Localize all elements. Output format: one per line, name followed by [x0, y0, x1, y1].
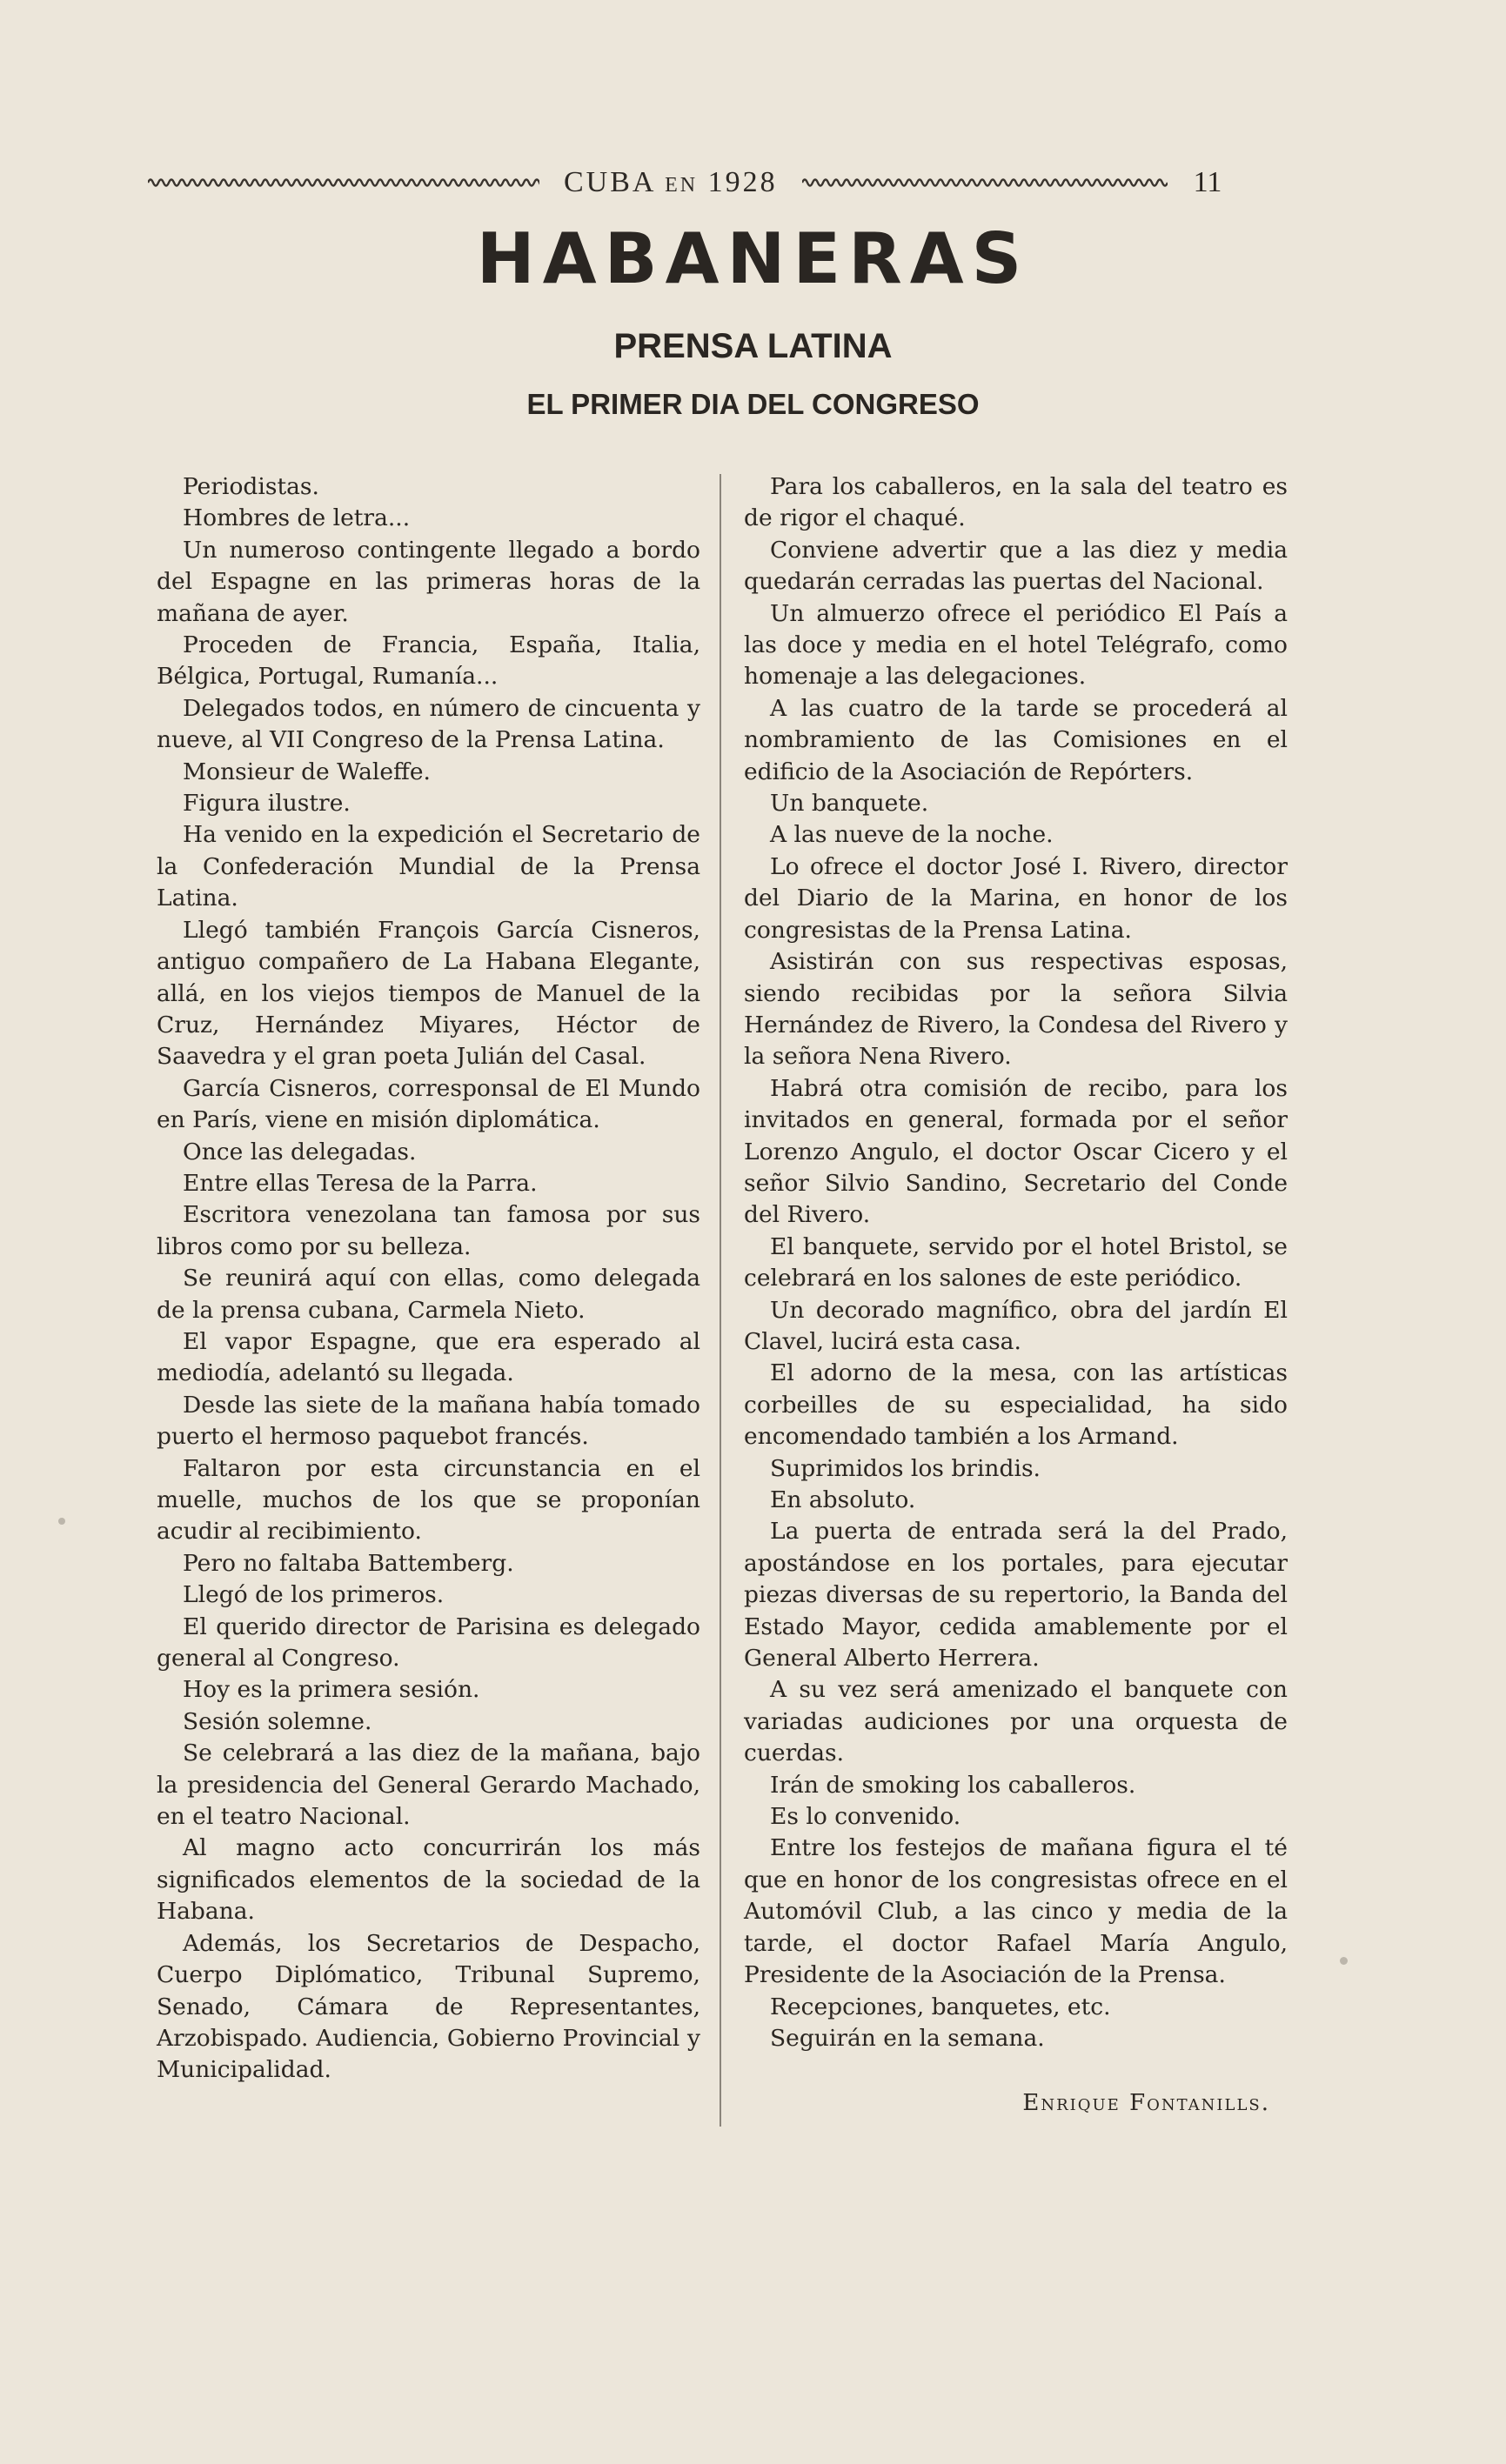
article-paragraph: Además, los Secretarios de Despacho, Cuerpo Diplómatico, Tribunal Supremo, Senado, Cámara de Representantes, Arzobispado. Audiencia, Gobierno Provincial y Municipalidad.: [157, 1929, 700, 2084]
section-subtitle: PRENSA LATINA: [613, 327, 893, 365]
article-paragraph: Irán de smoking los caballeros.: [770, 1771, 1136, 1799]
article-paragraph: Delegados todos, en número de cincuenta y nueve, al VII Congreso de la Prensa Latina.: [157, 694, 700, 754]
article-paragraph: Se reunirá aquí con ellas, como delegada de la prensa cubana, Carmela Nieto.: [157, 1265, 700, 1324]
article-paragraph: El adorno de la mesa, con las artísticas corbeilles de su especialidad, ha sido encomendado también a los Armand.: [744, 1359, 1288, 1451]
page-title: HABANERAS: [476, 218, 1030, 299]
article-paragraph: Once las delegadas.: [183, 1138, 417, 1165]
article-paragraph: Llegó también François García Cisneros, antiguo compañero de La Habana Elegante, allá, en los viejos tiempos de Manuel de la Cruz, Hernández Miyares, Héctor de Saavedra y el gran poeta Julián del Casal.: [157, 916, 700, 1071]
left-column: [157, 471, 700, 2087]
article-paragraph: Entre ellas Teresa de la Parra.: [183, 1169, 538, 1197]
ornament-squiggle-left: [148, 177, 539, 189]
author-signature: Enrique Fontanills.: [1022, 2090, 1270, 2117]
article-paragraph: Desde las siete de la mañana había tomado puerto el hermoso paquebot francés.: [157, 1391, 700, 1451]
article-paragraph: Conviene advertir que a las diez y media quedarán cerradas las puertas del Nacional.: [744, 536, 1288, 596]
page-number: 11: [1193, 166, 1222, 198]
article-paragraph: Asistirán con sus respectivas esposas, siendo recibidas por la señora Silvia Hernández de Rivero, la Condesa del Rivero y la señora Nena Rivero.: [744, 948, 1288, 1071]
article-paragraph: Llegó de los primeros.: [183, 1581, 445, 1609]
article-paragraph: Sesión solemne.: [183, 1707, 372, 1735]
article-paragraph: Hombres de letra...: [183, 504, 411, 532]
article-paragraph: Proceden de Francia, España, Italia, Bélgica, Portugal, Rumanía...: [157, 631, 700, 691]
article-paragraph: Un almuerzo ofrece el periódico El País a las doce y media en el hotel Telégrafo, como homenaje a las delegaciones.: [744, 599, 1288, 691]
article-paragraph: Seguirán en la semana.: [770, 2024, 1045, 2052]
article-paragraph: Un numeroso contingente llegado a bordo del Espagne en las primeras horas de la mañana de ayer.: [157, 536, 700, 627]
article-paragraph: Entre los festejos de mañana figura el té que en honor de los congresistas ofrece en el Automóvil Club, a las cinco y media de la tarde, el doctor Rafael María Angulo, Presidente de la Asociación de la Prensa.: [744, 1834, 1288, 1989]
article-paragraph: Pero no faltaba Battemberg.: [183, 1549, 514, 1577]
article-paragraph: Habrá otra comisión de recibo, para los invitados en general, formada por el señor Lorenzo Angulo, el doctor Oscar Cicero y el señor Silvio Sandino, Secretario del Conde del Rivero.: [744, 1074, 1288, 1229]
article-paragraph: El vapor Espagne, que era esperado al mediodía, adelantó su llegada.: [157, 1327, 700, 1387]
article-paragraph: Un banquete.: [770, 790, 929, 818]
ornament-squiggle-right: [802, 177, 1168, 189]
article-paragraph: Hoy es la primera sesión.: [183, 1676, 480, 1704]
article-paragraph: García Cisneros, corresponsal de El Mundo en París, viene en misión diplomática.: [157, 1074, 700, 1134]
running-head: [148, 165, 1283, 200]
article-heading: EL PRIMER DIA DEL CONGRESO: [526, 388, 980, 420]
article-paragraph: Figura ilustre.: [183, 790, 351, 818]
article-paragraph: A las nueve de la noche.: [770, 821, 1054, 849]
paper-speck: [1340, 1957, 1348, 1965]
article-paragraph: Es lo convenido.: [770, 1803, 961, 1831]
article-paragraph: En absoluto.: [770, 1486, 916, 1513]
article-paragraph: Ha venido en la expedición el Secretario de la Confederación Mundial de la Prensa Latina.: [157, 821, 700, 912]
article-paragraph: Lo ofrece el doctor José I. Rivero, director del Diario de la Marina, en honor de los congresistas de la Prensa Latina.: [744, 852, 1288, 944]
article-paragraph: A las cuatro de la tarde se procederá al nombramiento de las Comisiones en el edificio de la Asociación de Repórters.: [744, 694, 1288, 785]
article-paragraph: El querido director de Parisina es delegado general al Congreso.: [157, 1613, 700, 1673]
paper-speck: [58, 1518, 65, 1525]
article-paragraph: Monsieur de Waleffe.: [183, 758, 431, 785]
article-paragraph: Se celebrará a las diez de la mañana, bajo la presidencia del General Gerardo Machado, en el teatro Nacional.: [157, 1739, 700, 1831]
article-paragraph: Al magno acto concurrirán los más significados elementos de la sociedad de la Habana.: [157, 1834, 700, 1926]
running-head-title: CUBA EN 1928: [564, 166, 778, 198]
article-paragraph: Para los caballeros, en la sala del teatro es de rigor el chaqué.: [744, 473, 1288, 532]
article-paragraph: A su vez será amenizado el banquete con variadas audiciones por una orquesta de cuerdas.: [744, 1676, 1288, 1767]
article-paragraph: Periodistas.: [183, 473, 319, 500]
column-divider: [720, 474, 721, 2127]
article-paragraph: Suprimidos los brindis.: [770, 1454, 1041, 1482]
article-paragraph: Faltaron por esta circunstancia en el muelle, muchos de los que se proponían acudir al recibimiento.: [157, 1454, 700, 1546]
article-paragraph: Escritora venezolana tan famosa por sus libros como por su belleza.: [157, 1201, 700, 1260]
article-paragraph: Recepciones, banquetes, etc.: [770, 1993, 1111, 2020]
article-paragraph: Un decorado magnífico, obra del jardín El Clavel, lucirá esta casa.: [744, 1296, 1288, 1355]
article-paragraph: El banquete, servido por el hotel Bristol, se celebrará en los salones de este periódico.: [744, 1232, 1288, 1292]
right-column: [744, 471, 1288, 2120]
article-paragraph: La puerta de entrada será la del Prado, apostándose en los portales, para ejecutar piezas diversas de su repertorio, la Banda del Estado Mayor, cedida amablemente por el General Alberto Herrera.: [744, 1518, 1288, 1673]
